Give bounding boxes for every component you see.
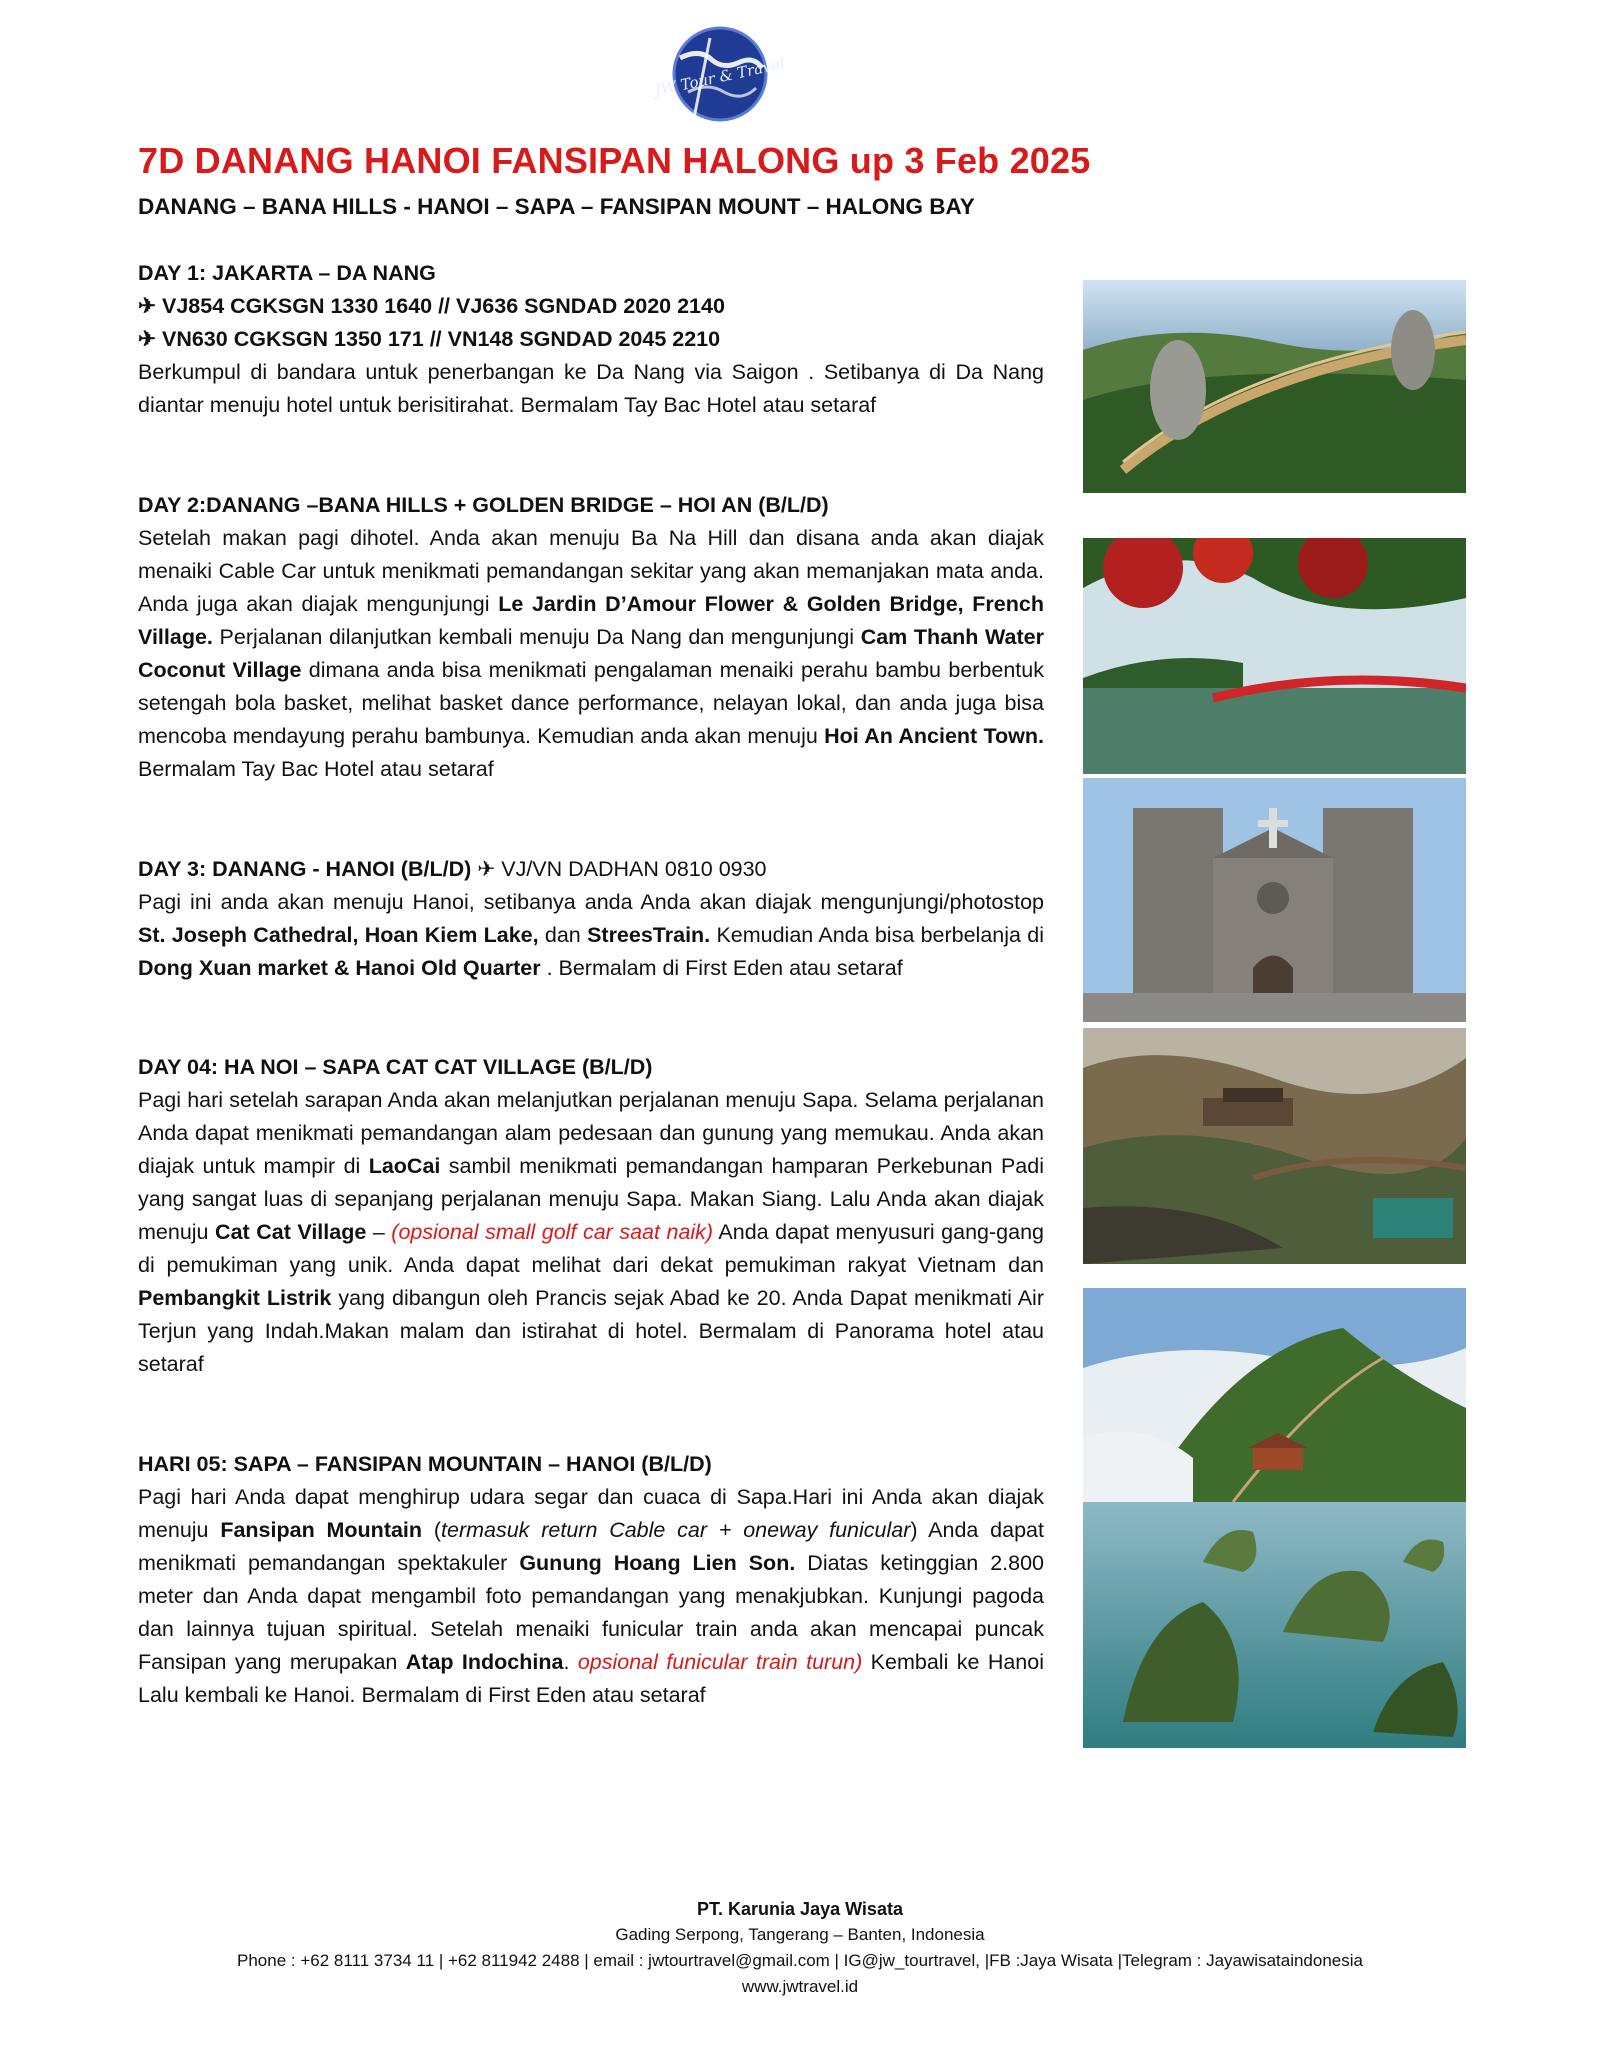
day-1-flight-1: ✈ VJ854 CGKSGN 1330 1640 // VJ636 SGNDAD 2020 2140: [138, 294, 725, 318]
day-4-heading: DAY 04: HA NOI – SAPA CAT CAT VILLAGE (B/L/D): [138, 1055, 653, 1079]
company-contact: Phone : +62 8111 3734 11 | +62 811942 2488 | email : jwtourtravel@gmail.com | IG@jw_tourtravel, |FB :Jaya Wisata |Telegram : Jayawisataindonesia: [237, 1951, 1363, 1970]
day-3-section: [138, 853, 1044, 985]
company-footer: [0, 1896, 1600, 2000]
st-joseph-cathedral-photo: [1083, 778, 1466, 1022]
day-4-description: Pagi hari setelah sarapan Anda akan melanjutkan perjalanan menuju Sapa. Selama perjalanan Anda dapat menikmati pemandangan alam pedesaan dan gunung yang memukau. Anda akan diajak untuk mampir di LaoCai sambil menikmati pemandangan hamparan Perkebunan Padi yang sangat luas di sepanjang perjalanan menuju Sapa. Makan Siang. Lalu Anda akan diajak menuju Cat Cat Village – (opsional small golf car saat naik) Anda dapat menyusuri gang-gang di pemukiman yang unik. Anda dapat melihat dari dekat pemukiman rakyat Vietnam dan Pembangkit Listrik yang dibangun oleh Prancis sejak Abad ke 20. Anda Dapat menikmati Air Terjun yang Indah.Makan malam dan istirahat di hotel. Bermalam di Panorama hotel atau setaraf: [138, 1088, 1044, 1376]
day-2-description: Setelah makan pagi dihotel. Anda akan menuju Ba Na Hill dan disana anda akan diajak menaiki Cable Car untuk menikmati pemandangan sekitar yang akan memanjakan mata anda. Anda juga akan diajak mengunjungi Le Jardin D’Amour Flower & Golden Bridge, French Village. Perjalanan dilanjutkan kembali menuju Da Nang dan mengunjungi Cam Thanh Water Coconut Village dimana anda bisa menikmati pengalaman menaiki perahu bambu berbentuk setengah bola basket, melihat basket dance performance, nelayan lokal, dan anda juga bisa mencoba mendayung perahu bambunya. Kemudian anda akan menuju Hoi An Ancient Town. Bermalam Tay Bac Hotel atau setaraf: [138, 526, 1044, 781]
day-3-description: Pagi ini anda akan menuju Hanoi, setibanya anda Anda akan diajak mengunjungi/photostop St. Joseph Cathedral, Hoan Kiem Lake, dan StreesTrain. Kemudian Anda bisa berbelanja di Dong Xuan market & Hanoi Old Quarter . Bermalam di First Eden atau setaraf: [138, 890, 1045, 980]
company-name: PT. Karunia Jaya Wisata: [697, 1899, 903, 1919]
day-4-section: [138, 1051, 1044, 1381]
day-5-section: [138, 1448, 1044, 1712]
day-2-section: [138, 489, 1044, 786]
day-5-description: Pagi hari Anda dapat menghirup udara segar dan cuaca di Sapa.Hari ini Anda akan diajak menuju Fansipan Mountain (termasuk return Cable car + oneway funicular) Anda dapat menikmati pemandangan spektakuler Gunung Hoang Lien Son. Diatas ketinggian 2.800 meter dan Anda dapat mengambil foto pemandangan yang menakjubkan. Kunjungi pagoda dan lainnya tujuan spiritual. Setelah menaiki funicular train anda akan mencapai puncak Fansipan yang merupakan Atap Indochina. opsional funicular train turun) Kembali ke Hanoi Lalu kembali ke Hanoi. Bermalam di First Eden atau setaraf: [138, 1485, 1045, 1707]
day-3-heading: DAY 3: DANANG - HANOI (B/L/D) ✈ VJ/VN DADHAN 0810 0930: [138, 857, 767, 881]
day-5-heading: HARI 05: SAPA – FANSIPAN MOUNTAIN – HANOI (B/L/D): [138, 1452, 712, 1476]
halong-bay-photo: [1083, 1502, 1466, 1748]
company-address: Gading Serpong, Tangerang – Banten, Indonesia: [615, 1925, 985, 1944]
route-subtitle: DANANG – BANA HILLS - HANOI – SAPA – FANSIPAN MOUNT – HALONG BAY: [138, 194, 975, 219]
day-1-section: [138, 257, 1044, 422]
day-1-flight-2: ✈ VN630 CGKSGN 1350 171 // VN148 SGNDAD 2045 2210: [138, 327, 721, 351]
cat-cat-village-photo: [1083, 1028, 1466, 1264]
page-title: 7D DANANG HANOI FANSIPAN HALONG up 3 Feb 2025: [138, 140, 1091, 181]
svg-text:JW Tour & Travel: JW Tour & Travel: [653, 54, 787, 100]
day-2-heading: DAY 2:DANANG –BANA HILLS + GOLDEN BRIDGE – HOI AN (B/L/D): [138, 493, 829, 517]
day-1-heading: DAY 1: JAKARTA – DA NANG: [138, 261, 436, 285]
day-3-flight: ✈ VJ/VN DADHAN 0810 0930: [477, 857, 767, 881]
fansipan-mountain-photo: [1083, 1288, 1466, 1502]
hoan-kiem-lake-bridge-photo: [1083, 538, 1466, 774]
company-website[interactable]: www.jwtravel.id: [741, 1977, 859, 1996]
jw-tour-travel-logo: [650, 18, 790, 138]
day-1-description: Berkumpul di bandara untuk penerbangan ke Da Nang via Saigon . Setibanya di Da Nang diantar menuju hotel untuk berisitirahat. Bermalam Tay Bac Hotel atau setaraf: [138, 360, 1044, 417]
golden-bridge-photo: [1083, 280, 1466, 493]
